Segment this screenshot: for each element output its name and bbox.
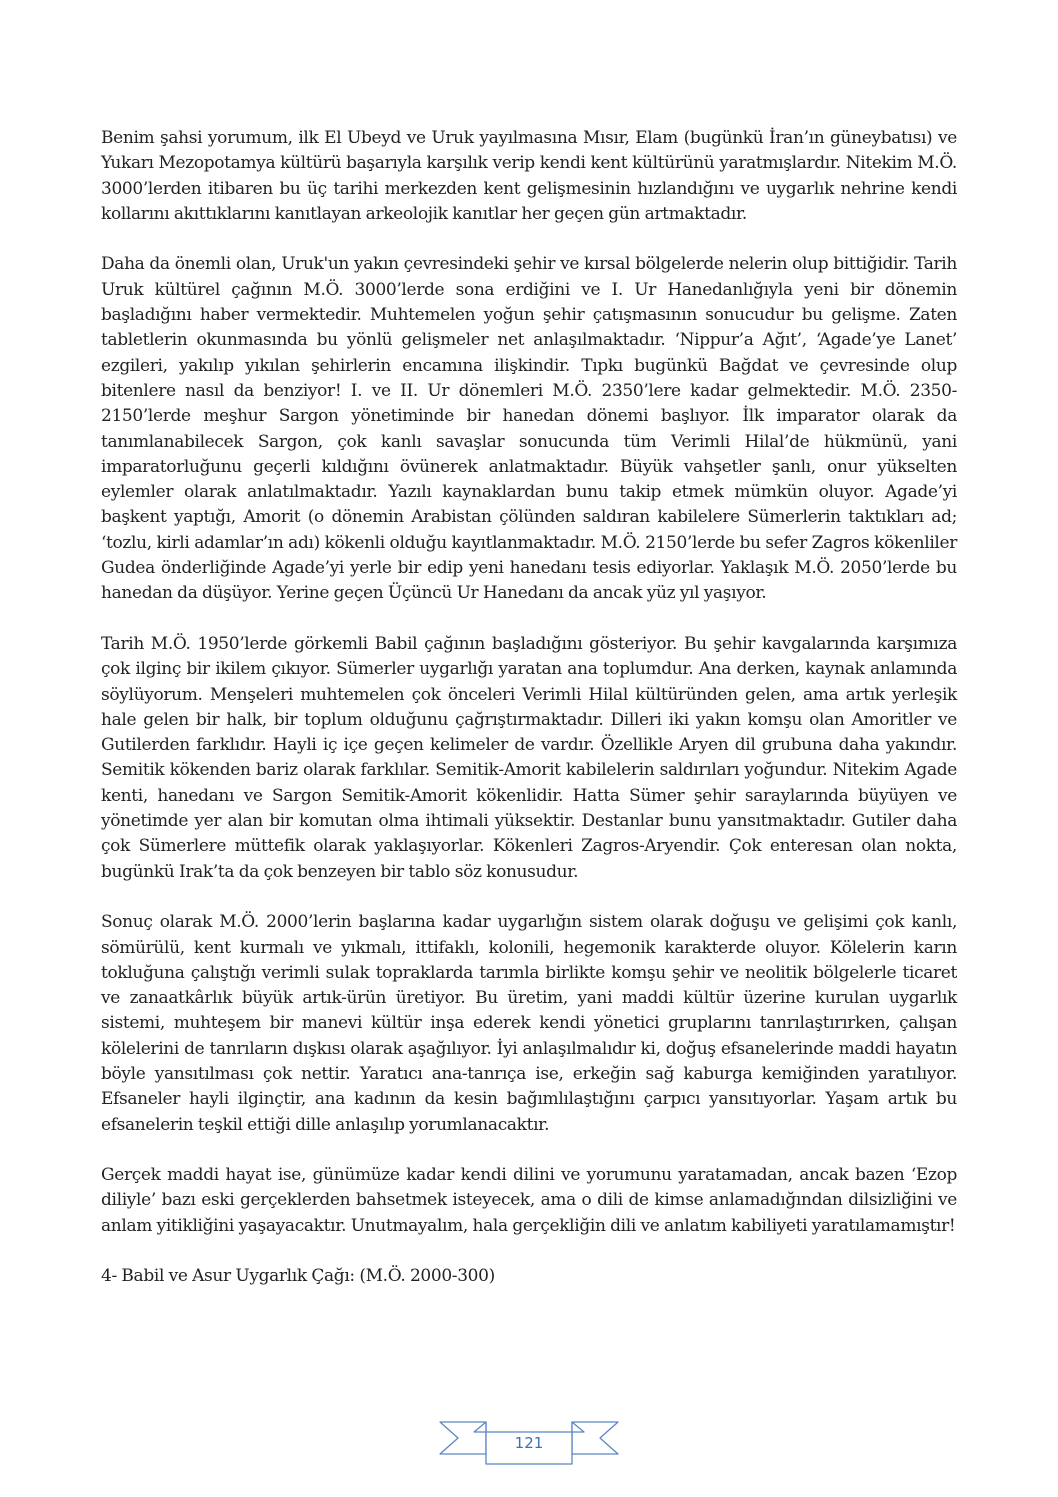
paragraph-2: Daha da önemli olan, Uruk'un yakın çevresindeki şehir ve kırsal bölgelerde nelerin olup bittiğidir. Tarih Uruk kültürel çağının M.Ö. 3000’lerde sona erdiğini ve I. Ur Hanedanlığıyla yeni bir dönemin başladığını haber vermektedir. Muhtemelen yoğun şehir çatışmasının sonucudur bu gelişme. Zaten tabletlerin okunmasında bu yönlü gelişmeler net anlaşılmaktadır. ‘Nippur’a Ağıt’, ‘Agade’ye Lanet’ ezgileri, yakılıp yıkılan şehirlerin encamına ilişkindir. Tıpkı bugünkü Bağdat ve çevresinde olup bitenlere nasıl da benziyor! I. ve II. Ur dönemleri M.Ö. 2350’lere kadar gelmektedir. M.Ö. 2350-2150’lerde meşhur Sargon yönetiminde bir hanedan dönemi başlıyor. İlk imparator olarak da tanımlanabilecek Sargon, çok kanlı savaşlar sonucunda tüm Verimli Hilal’de hükmünü, yani imparatorluğunu geçerli kıldığını övünerek anlatmaktadır. Büyük vahşetler şanlı, onur yükselten eylemler olarak anlatılmaktadır. Yazılı kaynaklardan bunu takip etmek mümkün oluyor. Agade’yi başkent yaptığı, Amorit (o dönemin Arabistan çölünden saldıran kabilelere Sümerlerin taktıkları ad; ‘tozlu, kirli adamlar’ın adı) kökenli olduğu kayıtlanmaktadır. M.Ö. 2150’lerde bu sefer Zagros kökenliler Gudea önderliğinde Agade’yi yerle bir edip yeni hanedanı tesis ediyorlar. Yaklaşık M.Ö. 2050’lerde bu hanedan da düşüyor. Yerine geçen Üçüncü Ur Hanedanı da ancak yüz yıl yaşıyor. bbox=[101, 254, 957, 604]
paragraph-3: Tarih M.Ö. 1950’lerde görkemli Babil çağının başladığını gösteriyor. Bu şehir kavgalarında karşımıza çok ilginç bir ikilem çıkıyor. Sümerler uygarlığı yaratan ana toplumdur. Ana derken, kaynak anlamında söylüyorum. Menşeleri muhtemelen çok önceleri Verimli Hilal kültüründen gelen, ama artık yerleşik hale gelen bir halk, bir toplum olduğunu çağrıştırmaktadır. Dilleri iki yakın komşu olan Amoritler ve Gutilerden farklıdır. Hayli iç içe geçen kelimeler de vardır. Özellikle Aryen dil grubuna daha yakındır. Semitik kökenden bariz olarak farklılar. Semitik-Amorit kabilelerin saldırıları yoğundur. Nitekim Agade kenti, hanedanı ve Sargon Semitik-Amorit kökenlidir. Hatta Sümer şehir saraylarında büyüyen ve yönetimde yer alan bir komutan olma ihtimali yüksektir. Destanlar bunu yansıtmaktadır. Gutiler daha çok Sümerlere müttefik olarak yaklaşıyorlar. Kökenleri Zagros-Aryendir. Çok enteresan olan nokta, bugünkü Irak’ta da çok benzeyen bir tablo söz konusudur. bbox=[101, 633, 957, 882]
paragraph-5: Gerçek maddi hayat ise, günümüze kadar kendi dilini ve yorumunu yaratamadan, ancak bazen ‘Ezop diliyle’ bazı eski gerçeklerden bahsetmek isteyecek, ama o dili de kimse anlamadığından dilsizliğini ve anlam yitikliğini yaşayacaktır. Unutmayalım, hala gerçekliğin dili ve anlatım kabiliyeti yaratılamamıştır! bbox=[101, 1165, 957, 1236]
page-number: 121 bbox=[514, 1434, 544, 1452]
page-number-ribbon bbox=[438, 1418, 620, 1474]
paragraph-1: Benim şahsi yorumum, ilk El Ubeyd ve Uruk yayılmasına Mısır, Elam (bugünkü İran’ın güneybatısı) ve Yukarı Mezopotamya kültürü başarıyla karşılık verip kendi kent kültürünü yaratmışlardır. Nitekim M.Ö. 3000’lerden itibaren bu üç tarihi merkezden kent gelişmesinin hızlandığını ve uygarlık nehrine kendi kollarını akıttıklarını kanıtlayan arkeolojik kanıtlar her geçen gün artmaktadır. bbox=[101, 128, 957, 224]
document-body bbox=[101, 126, 957, 1290]
section-heading: 4- Babil ve Asur Uygarlık Çağı: (M.Ö. 2000-300) bbox=[101, 1266, 495, 1287]
paragraph-4: Sonuç olarak M.Ö. 2000’lerin başlarına kadar uygarlığın sistem olarak doğuşu ve gelişimi çok kanlı, sömürülü, kent kurmalı ve yıkmalı, ittifaklı, kolonili, hegemonik karakterde oluyor. Kölelerin karın tokluğuna çalıştığı verimli sulak topraklarda tarımla birlikte komşu şehir ve neolitik bölgelerle ticaret ve zanaatkârlık büyük artık-ürün üretiyor. Bu üretim, yani maddi kültür üzerine kurulan uygarlık sistemi, muhteşem bir manevi kültür inşa ederek kendi yönetici gruplarını tanrılaştırırken, çalışan kölelerini de tanrıların dışkısı olarak aşağılıyor. İyi anlaşılmalıdır ki, doğuş efsanelerinde maddi hayatın böyle yansıtılması çok nettir. Yaratıcı ana-tanrıça ise, erkeğin sağ kaburga kemiğinden yaratılıyor. Efsaneler hayli ilginçtir, ana kadının da kesin bağımlılaştığını çarpıcı yansıtıyorlar. Yaşam artık bu efsanelerin teşkil ettiği dille anlaşılıp yorumlanacaktır. bbox=[101, 912, 957, 1135]
